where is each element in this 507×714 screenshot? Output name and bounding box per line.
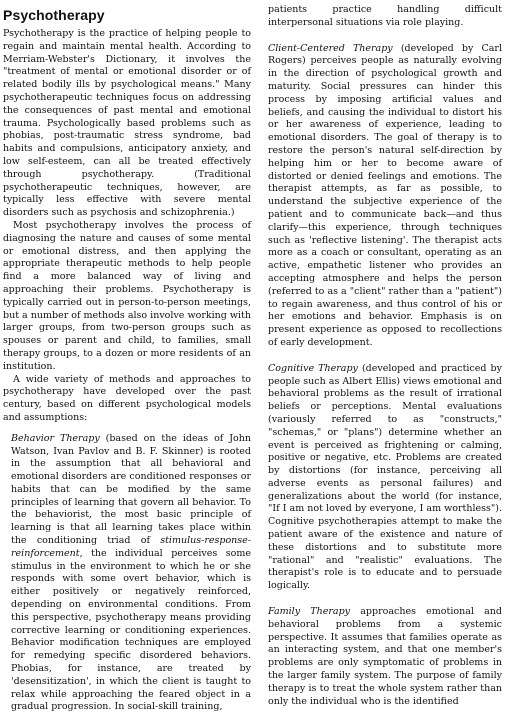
behavior-therapy-continued: patients practice handling difficult interpersonal situations via role playing. <box>268 4 502 28</box>
behavior-therapy-text-a: (based on the ideas of John Watson, Ivan Pavlov and B. F. Skinner) is rooted in the assumption that all behavioral and emotional disorders are conditioned responses or habits that can be modified by the same principles of learning that govern all behavior. To the behaviorist, the most basic principle of learning is that all learning takes place within the conditioning triad of <box>11 432 251 547</box>
family-therapy-paragraph <box>268 606 502 708</box>
page-title: Psychotherapy <box>3 7 105 23</box>
behavior-therapy-term: Behavior Therapy <box>11 432 100 444</box>
client-centered-therapy-term: Client-Centered Therapy <box>268 42 393 54</box>
cognitive-therapy-paragraph <box>268 363 502 593</box>
family-therapy-text: approaches emotional and behavioral problems from a systemic perspective. It assumes that families operate as an interacting system, and that one member's problems are only symptomatic of problems in the larger family system. The purpose of family therapy is to treat the whole system rather than only the individual who is the identified <box>268 606 503 707</box>
right-column <box>268 0 502 708</box>
client-centered-therapy-paragraph <box>268 43 502 350</box>
methods-intro-paragraph: A wide variety of methods and approaches to psychotherapy have developed over the past century, based on different psychological models and assumptions: <box>3 373 251 423</box>
intro-paragraph: Psychotherapy is the practice of helping people to regain and maintain mental health. According to Merriam-Webster's Dictionary, it involves the "treatment of mental or emotional disorder or of related bodily ills by psychological means." Many psychotherapeutic techniques focus on addressing the consequences of past mental and emotional trauma. Psychologically based problems such as phobias, post-traumatic stress syndrome, bad habits and compulsions, anticipatory anxiety, and low self-esteem, can all be treated effectively through psychotherapy. (Traditional psychotherapeutic techniques, however, are typically less effective with severe mental disorders such as psychosis and schizophrenia.) <box>3 28 251 219</box>
client-centered-therapy-text: (developed by Carl Rogers) perceives people as naturally evolving in the direction of psychological growth and maturity. Social pressures can hinder this process by imposing artificial values and beliefs, and causing the individual to distort his or her awareness of experience, leading to emotional disorders. The goal of therapy is to restore the person's natural self-direction by helping him or her to become aware of distorted or denied feelings and emotions. The therapist attempts, as far as possible, to understand the subjective experience of the patient and to communicate back—and thus clarify—this experience, through techniques such as 'reflective listening'. The therapist acts more as a coach or consultant, operating as an active, empathetic listener who provides an accepting atmosphere and helps the person (referred to as a "client" rather than a "patient") to regain awareness, and thus control of his or her emotions and behavior. Emphasis is on present experience as opposed to recollections of early development. <box>268 42 502 348</box>
left-column <box>3 0 251 714</box>
behavior-therapy-text-b: , the individual perceives some stimulus in the environment to which he or she responds with some overt behavior, which is either positively or negatively reinforced, depending on environmental conditions. From this perspective, psychotherapy means providing corrective learning or conditioning experiences. Behavior modification techniques are employed for remedying specific disordered behaviors. Phobias, for instance, are treated by 'desensitization', in which the client is taught to relax while approaching the feared object in a gradual progression. In social-skill training, <box>11 547 251 713</box>
family-therapy-term: Family Therapy <box>268 606 351 618</box>
cognitive-therapy-term: Cognitive Therapy <box>268 362 358 374</box>
cognitive-therapy-text: (developed and practiced by people such as Albert Ellis) views emotional and behavioral problems as the result of irrational beliefs or perceptions. Mental evaluations (variously referred to as "constructs," "schemas," or "plans") determine whether an event is perceived as frightening or calming, positive or negative, etc. Problems are created by distortions (for instance, perceiving all adverse events as personal failures) and generalizations about the world (for instance, "If I am not loved by everyone, I am worthless"). Cognitive psychotherapies attempt to make the patient aware of the existence and nature of these distortions and to substitute more "rational" and "realistic" evaluations. The therapist's role is to educate and to persuade logically. <box>268 362 502 592</box>
behavior-triad-term: stimulus-response-reinforcement <box>11 535 251 559</box>
process-paragraph: Most psychotherapy involves the process of diagnosing the nature and causes of some mental or emotional distress, and then applying the appropriate therapeutic methods to help people find a more balanced way of living and approaching their problems. Psychotherapy is typically carried out in person-to-person meetings, but a number of methods also involve working with larger groups, from two-person groups such as spouses or parent and child, to families, small therapy groups, to a dozen or more residents of an institution. <box>3 219 251 372</box>
behavior-therapy-paragraph <box>3 433 251 714</box>
